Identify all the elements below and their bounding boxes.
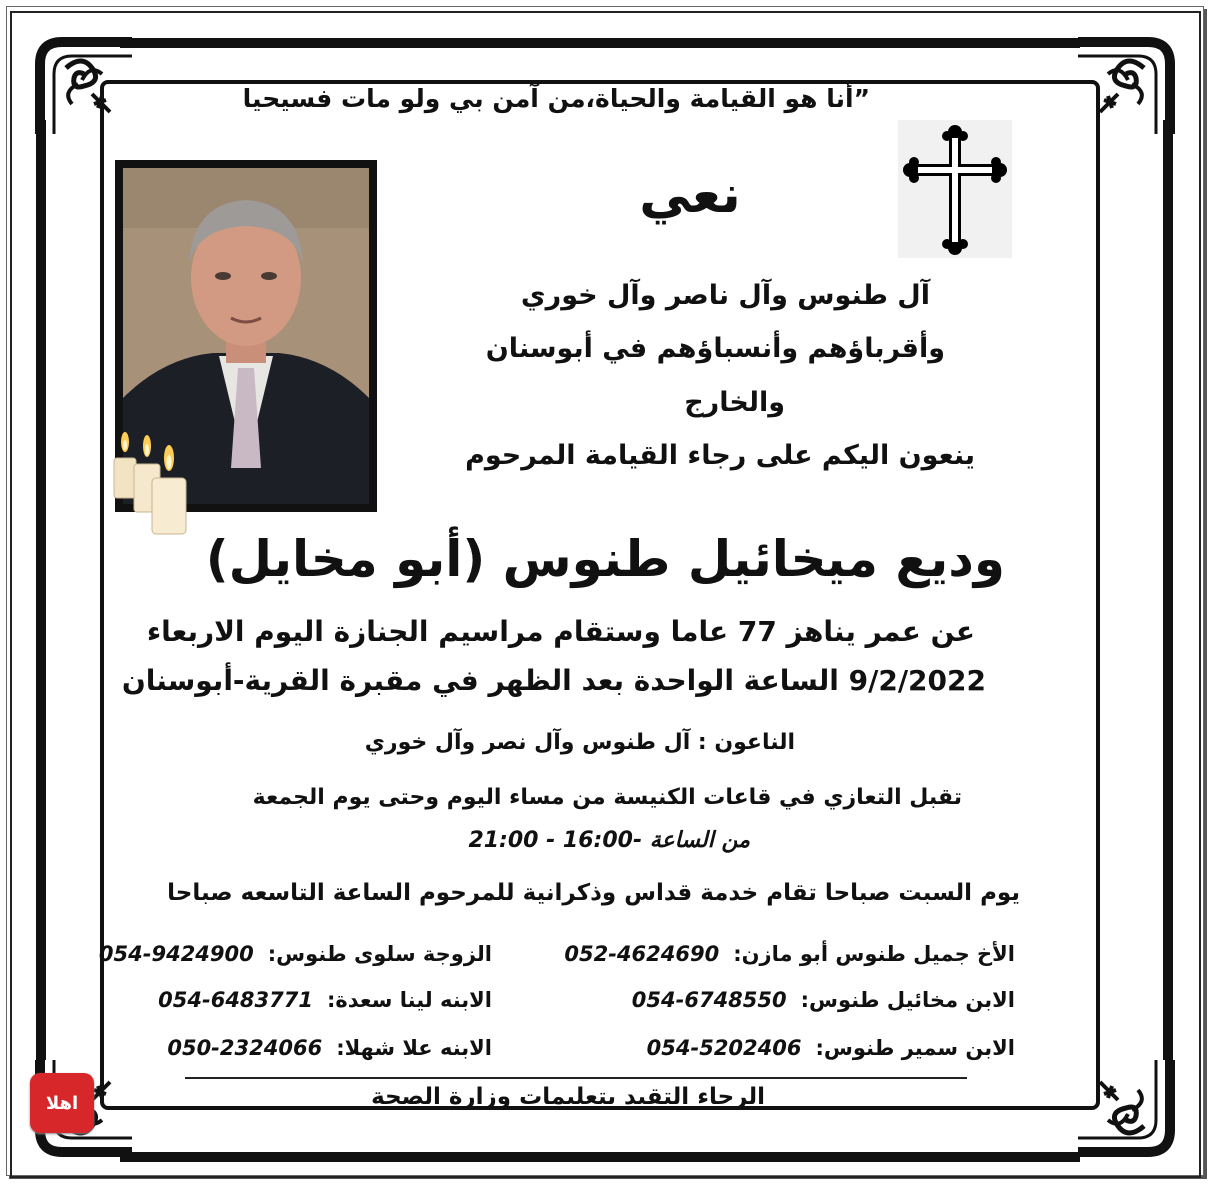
frame-band-left: [36, 120, 46, 1060]
family-line-4: ينعون اليكم على رجاء القيامة المرحوم: [465, 440, 975, 471]
contact-label: الابنه علا شهلا:: [336, 1036, 492, 1060]
age-funeral-line: عن عمر يناهز 77 عاما وستقام مراسيم الجنازة اليوم الاربعاء: [146, 615, 975, 648]
logo-text: اهلا: [45, 1092, 79, 1114]
corner-ornament-icon: [1068, 34, 1178, 144]
contact-label: الأخ جميل طنوس أبو مازن:: [733, 942, 1015, 966]
family-line-3: والخارج: [684, 387, 785, 418]
contact-phone: 054-9424900: [98, 942, 254, 966]
contact-entry: [99, 942, 492, 966]
contact-entry: [158, 988, 492, 1012]
deceased-name: وديع ميخائيل طنوس (أبو مخايل): [205, 530, 1005, 588]
health-note: الرجاء التقيد بتعليمات وزارة الصحة: [371, 1084, 765, 1110]
contact-phone: 054-6748550: [631, 988, 787, 1012]
contact-phone: 050-2324066: [167, 1036, 323, 1060]
mass-line: يوم السبت صباحا تقام خدمة قداس وذكرانية للمرحوم الساعة التاسعه صباحا: [167, 880, 1020, 906]
corner-ornament-icon: [32, 34, 142, 144]
contact-entry: [632, 988, 1015, 1012]
family-line-1: آل طنوس وآل ناصر وآل خوري: [520, 280, 930, 311]
contact-phone: 054-6483771: [158, 988, 313, 1012]
funeral-date-line: 9/2/2022 الساعة الواحدة بعد الظهر في مقبرة القرية-أبوسنان: [121, 664, 986, 697]
contact-entry: [564, 942, 1015, 966]
frame-band-bottom: [120, 1152, 1080, 1162]
candles-icon: [110, 428, 200, 538]
page-title: نعي: [639, 165, 741, 225]
corner-ornament-icon: [1068, 1050, 1178, 1160]
condolences-line-1: تقبل التعازي في قاعات الكنيسة من مساء اليوم وحتى يوم الجمعة: [252, 785, 962, 810]
bible-verse: ”أنا هو القيامة والحياة،من آمن بي ولو مات فسيحيا: [242, 84, 870, 113]
contact-label: الابن مخائيل طنوس:: [800, 988, 1015, 1012]
contact-label: الابن سمير طنوس:: [815, 1036, 1015, 1060]
cross-icon: [898, 120, 1012, 258]
divider: [185, 1077, 967, 1079]
mourners-line: الناعون : آل طنوس وآل نصر وآل خوري: [364, 730, 795, 755]
condolences-line-2: من الساعة -16:00 - 21:00: [468, 828, 750, 853]
contact-label: الزوجة سلوى طنوس:: [267, 942, 492, 966]
family-line-2: وأقرباؤهم وأنسباؤهم في أبوسنان: [485, 333, 945, 364]
contact-phone: 054-5202406: [646, 1036, 802, 1060]
ahla-logo[interactable]: [30, 1073, 94, 1133]
frame-band-right: [1163, 120, 1173, 1060]
contact-phone: 052-4624690: [564, 942, 720, 966]
frame-band-top: [120, 38, 1080, 48]
contact-entry: [167, 1036, 492, 1060]
contact-entry: [647, 1036, 1015, 1060]
contact-label: الابنه لينا سعدة:: [327, 988, 492, 1012]
